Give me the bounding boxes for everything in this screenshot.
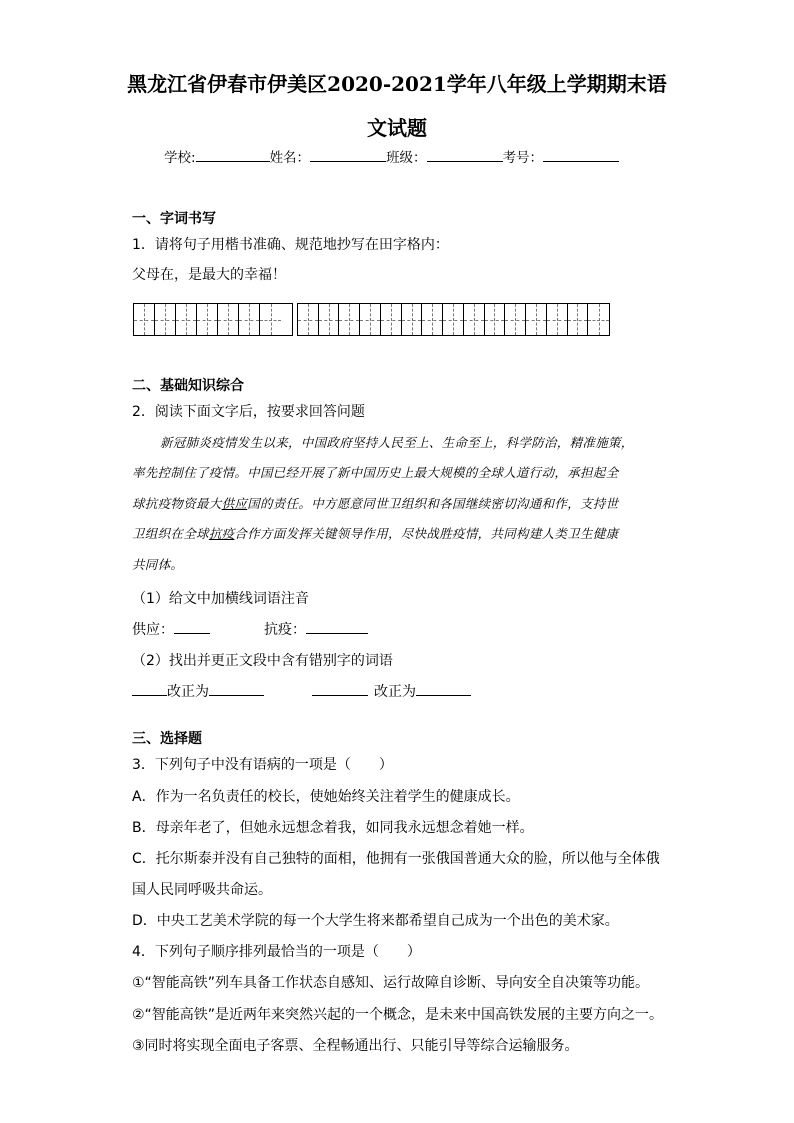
grid-cell: [134, 304, 155, 335]
student-info-row: [164, 146, 619, 166]
writing-grid-right[interactable]: [297, 303, 610, 336]
passage-line: 共同体。: [132, 557, 184, 572]
question-4: 4．下列句子顺序排列最恰当的一项是（ ）: [132, 944, 421, 960]
grid-cell: [588, 304, 609, 335]
correct-word-field-2[interactable]: [416, 681, 471, 696]
section-heading-2: 二、基础知识综合: [132, 378, 244, 394]
passage-line: [132, 494, 618, 512]
correct-label-2: 改正为: [374, 684, 416, 700]
passage-text: 卫组织在全球: [132, 526, 209, 541]
kangyi-answer-field[interactable]: [306, 619, 368, 634]
grid-cell: [422, 304, 443, 335]
copy-sentence: 父母在，是最大的幸福！: [132, 267, 286, 283]
pinyin-answer-row: [132, 619, 368, 639]
correction-row: [132, 681, 471, 701]
grid-cell: [260, 304, 281, 335]
option-a[interactable]: A．作为一名负责任的校长，使她始终关注着学生的健康成长。: [132, 789, 520, 805]
class-field[interactable]: [427, 147, 503, 162]
grid-cell: [526, 304, 547, 335]
passage-line: [132, 524, 618, 542]
grid-cell: [339, 304, 360, 335]
sentence-3: ③同时将实现全面电子客票、全程畅通出行、只能引导等综合运输服务。: [132, 1038, 579, 1054]
passage-line: 新冠肺炎疫情发生以来，中国政府坚持人民至上、生命至上，科学防治，精准施策，: [160, 435, 634, 450]
grid-cell: [547, 304, 568, 335]
exam-number-field[interactable]: [543, 147, 619, 162]
correct-word-field-1[interactable]: [209, 681, 264, 696]
grid-cell: [381, 304, 402, 335]
section-heading-3: 三、选择题: [132, 731, 202, 747]
grid-cell: [155, 304, 176, 335]
class-label: 班级：: [386, 150, 427, 166]
section-heading-1: 一、字词书写: [132, 211, 216, 227]
grid-cell: [485, 304, 506, 335]
passage-text: 国的责任。中方愿意同世卫组织和各国继续密切沟通和作，支持世: [247, 496, 619, 511]
gongying-answer-field[interactable]: [174, 619, 210, 634]
grid-cell: [505, 304, 526, 335]
grid-cell: [197, 304, 218, 335]
underlined-word-gongying: 供应: [221, 496, 248, 511]
question-1: 1．请将句子用楷书准确、规范地抄写在田字格内：: [132, 237, 449, 253]
grid-cell: [298, 304, 319, 335]
sub-question-1: （1）给文中加横线词语注音: [132, 591, 309, 607]
writing-grid-left[interactable]: [133, 303, 293, 336]
grid-cell: [218, 304, 239, 335]
name-field[interactable]: [310, 147, 386, 162]
option-c-continued: 国人民同呼吸共命运。: [132, 882, 272, 898]
name-label: 姓名：: [269, 150, 311, 166]
wrong-word-field-2[interactable]: [312, 681, 368, 696]
grid-cell: [239, 304, 260, 335]
sentence-2: ②“智能高铁”是近两年来突然兴起的一个概念，是未来中国高铁发展的主要方向之一。: [132, 1007, 664, 1023]
school-field[interactable]: [196, 147, 270, 162]
kangyi-label: 抗疫：: [264, 622, 306, 638]
page-title: 黑龙江省伊春市伊美区2020-2021学年八年级上学期期末语: [127, 72, 667, 96]
question-2: 2．阅读下面文字后，按要求回答问题: [132, 404, 365, 420]
passage-line: 率先控制住了疫情。中国已经开展了新中国历史上最大规模的全球人道行动，承担起全: [132, 465, 619, 480]
option-d[interactable]: D．中央工艺美术学院的每一个大学生将来都希望自己成为一个出色的美术家。: [132, 913, 619, 929]
passage-text: 球抗疫物资最大: [132, 496, 222, 511]
correct-label-1: 改正为: [167, 684, 209, 700]
option-b[interactable]: B．母亲年老了，但她永远想念着我，如同我永远想念着她一样。: [132, 820, 534, 836]
exam-number-label: 考号：: [502, 150, 544, 166]
sentence-1: ①“智能高铁”列车具备工作状态自感知、运行故障自诊断、导向安全自决策等功能。: [132, 975, 650, 991]
grid-cell: [360, 304, 381, 335]
grid-cell: [176, 304, 197, 335]
grid-cell: [402, 304, 423, 335]
question-3: 3．下列句子中没有语病的一项是（ ）: [132, 757, 393, 773]
grid-cell: [568, 304, 589, 335]
option-c[interactable]: C．托尔斯泰并没有自己独特的面相，他拥有一张俄国普通大众的脸，所以他与全体俄: [132, 851, 660, 867]
sub-question-2: （2）找出并更正文段中含有错别字的词语: [132, 653, 393, 669]
grid-cell: [443, 304, 464, 335]
grid-cell: [464, 304, 485, 335]
page-title-line2: 文试题: [367, 116, 427, 140]
wrong-word-field-1[interactable]: [132, 681, 167, 696]
gongying-label: 供应：: [132, 622, 174, 638]
underlined-word-kangyi: 抗疫: [208, 526, 235, 541]
passage-text: 合作方面发挥关键领导作用，尽快战胜疫情，共同构建人类卫生健康: [234, 526, 619, 541]
school-label: 学校:: [164, 150, 196, 166]
grid-cell: [319, 304, 340, 335]
